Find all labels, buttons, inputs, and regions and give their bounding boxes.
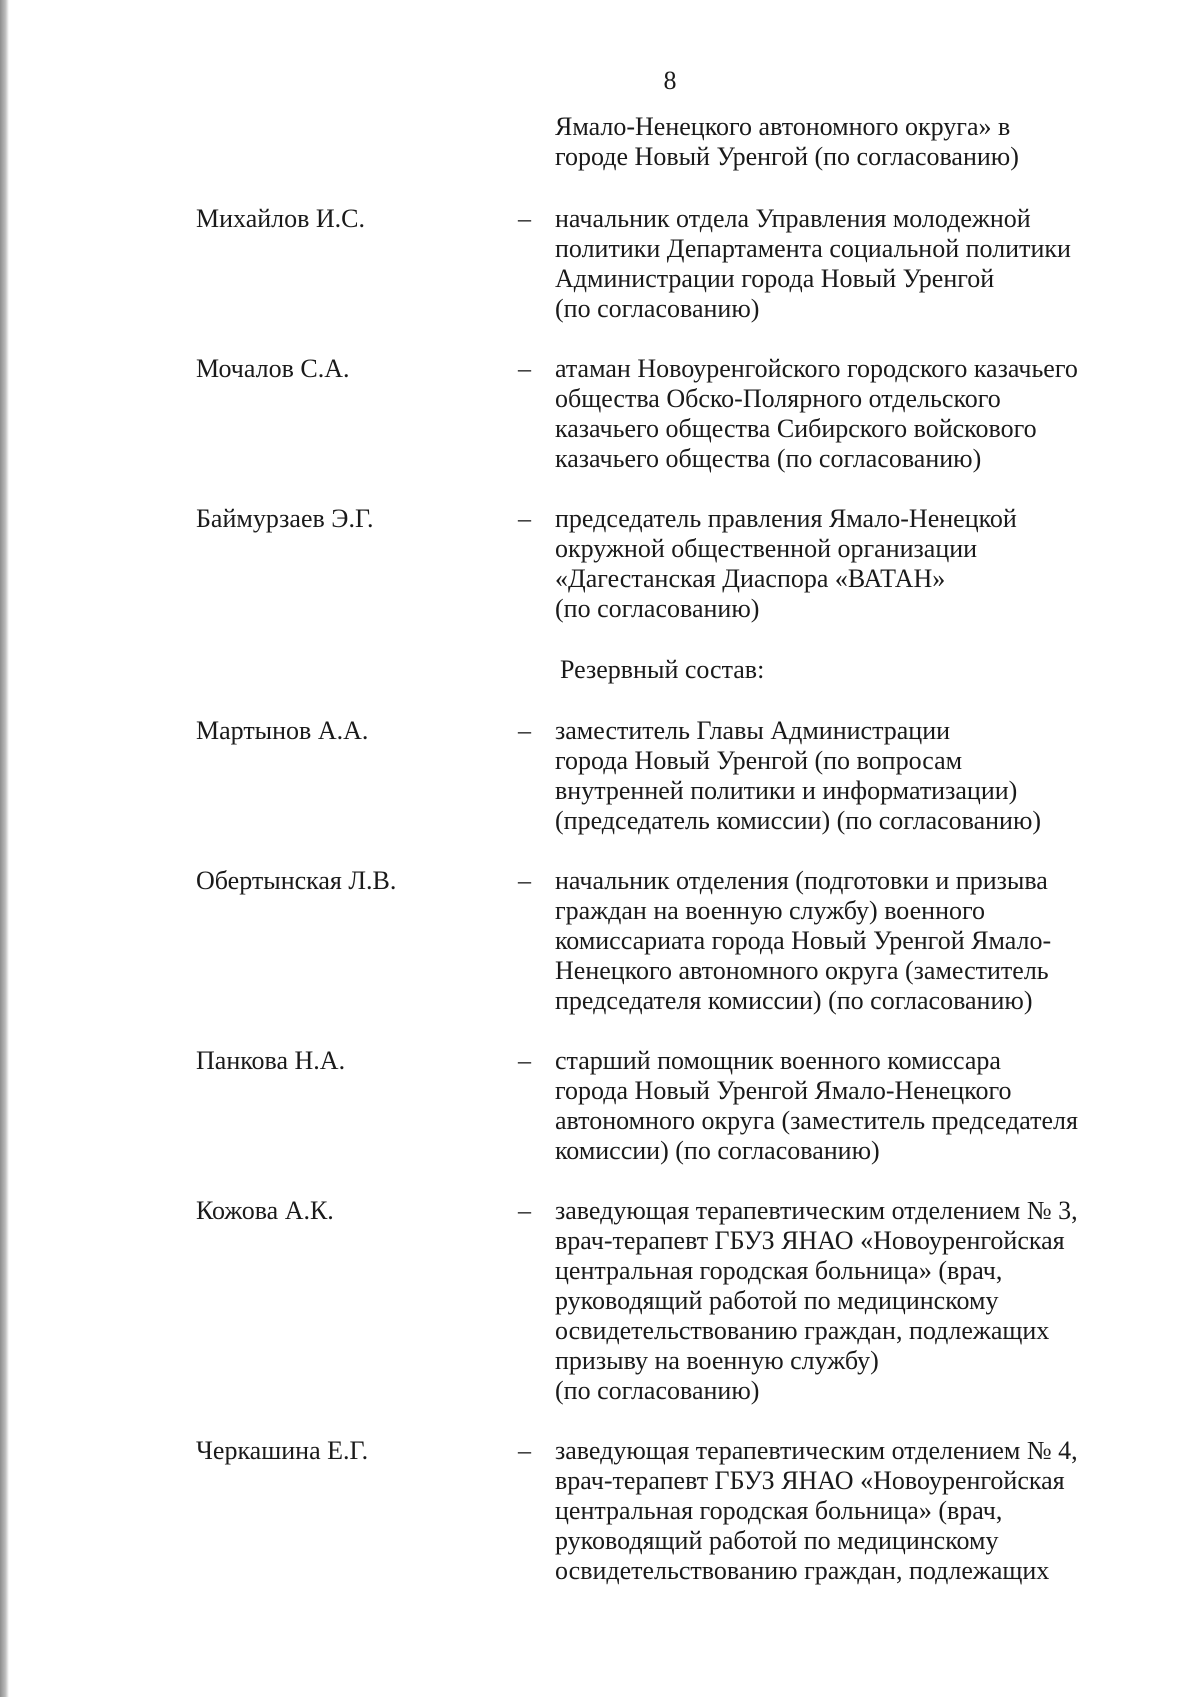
member-name: Мартынов А.А. [196,716,369,745]
description-line: освидетельствованию граждан, подлежащих [555,1316,1050,1345]
member-description [555,716,1155,836]
dash-separator: – [518,1436,531,1465]
description-line: общества Обско-Полярного отдельского [555,384,1001,413]
member-description [555,354,1155,474]
page-number: 8 [663,66,677,95]
member-description [555,204,1155,324]
description-line: комиссии) (по согласованию) [555,1136,880,1165]
member-name: Панкова Н.А. [196,1046,346,1075]
description-line: казачьего общества Сибирского войскового [555,414,1037,443]
description-line: Ямало-Ненецкого автономного округа» в [555,112,1011,141]
member-name: Кожова А.К. [196,1196,334,1225]
member-description [555,504,1155,624]
description-line: начальник отдела Управления молодежной [555,204,1031,233]
dash-separator: – [518,1046,531,1075]
description-line: заведующая терапевтическим отделением № 3, [555,1196,1078,1225]
description-line: внутренней политики и информатизации) [555,776,1018,805]
member-name: Обертынская Л.В. [196,866,397,895]
description-line: казачьего общества (по согласованию) [555,444,982,473]
dash-separator: – [518,354,531,383]
description-line: (по согласованию) [555,1376,760,1405]
description-line: Ненецкого автономного округа (заместитель [555,956,1049,985]
description-line: старший помощник военного комиссара [555,1046,1001,1075]
description-line: (председатель комиссии) (по согласованию) [555,806,1042,835]
member-description [555,866,1155,1016]
description-line: врач-терапевт ГБУЗ ЯНАО «Новоуренгойская [555,1226,1065,1255]
description-line: (по согласованию) [555,294,760,323]
description-line: призыву на военную службу) [555,1346,879,1375]
description-line: председатель правления Ямало-Ненецкой [555,504,1017,533]
dash-separator: – [518,204,531,233]
description-line: освидетельствованию граждан, подлежащих [555,1556,1050,1585]
description-line: городе Новый Уренгой (по согласованию) [555,142,1019,171]
dash-separator: – [518,1196,531,1225]
description-line: «Дагестанская Диаспора «ВАТАН» [555,564,946,593]
description-line: врач-терапевт ГБУЗ ЯНАО «Новоуренгойская [555,1466,1065,1495]
continued-description [555,112,1155,172]
description-line: атаман Новоуренгойского городского казачьего [555,354,1078,383]
description-line: автономного округа (заместитель председателя [555,1106,1078,1135]
description-line: города Новый Уренгой (по вопросам [555,746,963,775]
reserve-heading: Резервный состав: [560,655,765,684]
member-name: Баймурзаев Э.Г. [196,504,374,533]
description-line: центральная городская больница» (врач, [555,1496,1003,1525]
description-line: города Новый Уренгой Ямало-Ненецкого [555,1076,1012,1105]
description-line: руководящий работой по медицинскому [555,1286,999,1315]
description-line: начальник отделения (подготовки и призыва [555,866,1048,895]
description-line: председателя комиссии) (по согласованию) [555,986,1033,1015]
scan-edge-shadow [0,0,9,1697]
description-line: заместитель Главы Администрации [555,716,951,745]
description-line: политики Департамента социальной политики [555,234,1071,263]
member-name: Черкашина Е.Г. [196,1436,369,1465]
member-name: Михайлов И.С. [196,204,366,233]
description-line: заведующая терапевтическим отделением № 4, [555,1436,1078,1465]
description-line: (по согласованию) [555,594,760,623]
member-description [555,1046,1155,1166]
dash-separator: – [518,866,531,895]
dash-separator: – [518,716,531,745]
member-name: Мочалов С.А. [196,354,350,383]
description-line: Администрации города Новый Уренгой [555,264,995,293]
member-description [555,1196,1155,1406]
description-line: граждан на военную службу) военного [555,896,986,925]
description-line: руководящий работой по медицинскому [555,1526,999,1555]
dash-separator: – [518,504,531,533]
description-line: комиссариата города Новый Уренгой Ямало- [555,926,1052,955]
description-line: окружной общественной организации [555,534,978,563]
member-description [555,1436,1155,1586]
description-line: центральная городская больница» (врач, [555,1256,1003,1285]
